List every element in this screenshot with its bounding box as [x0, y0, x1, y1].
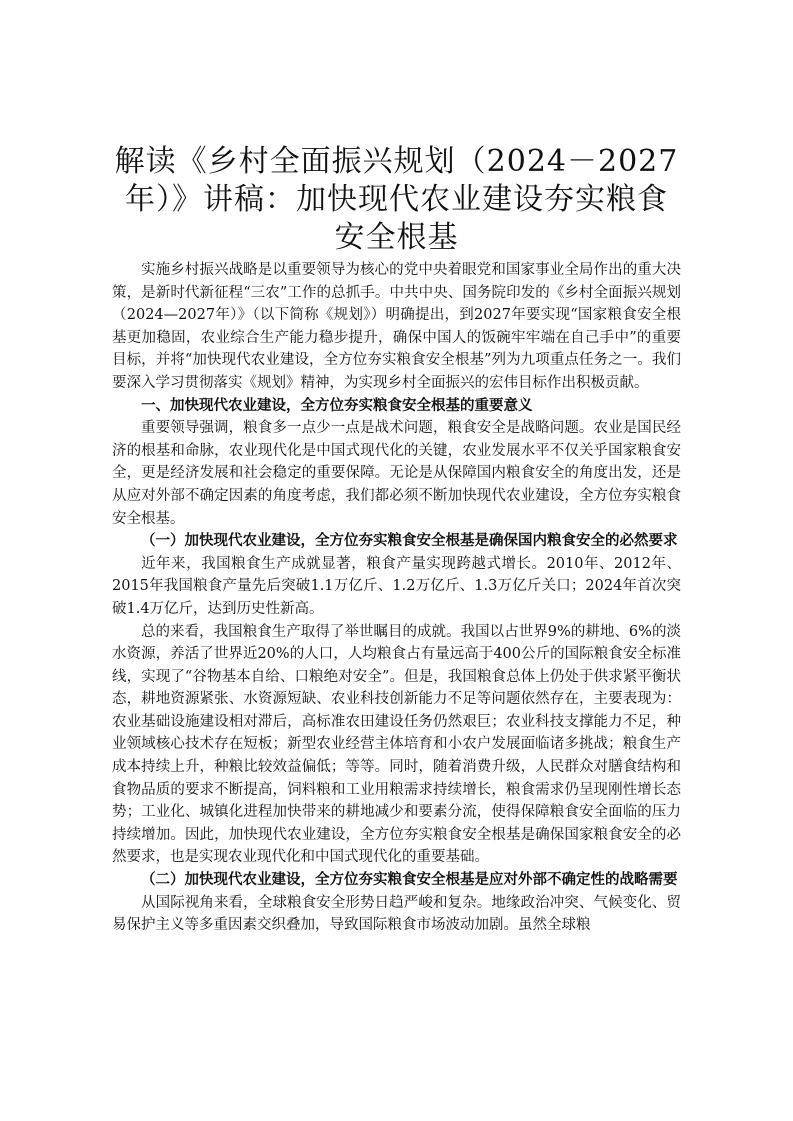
- subsection-1-paragraph-2: 总的来看，我国粮食生产取得了举世瞩目的成就。我国以占世界9%的耕地、6%的淡水资源，养活了世界近20%的人口，人均粮食占有量远高于400公斤的国际粮食安全标准线，实现了“谷物基本自给、口粮绝对安全”。但是，我国粮食总体上仍处于供求紧平衡状态，耕地资源紧张、水资源短缺、农业科技创新能力不足等问题依然存在，主要表现为：农业基础设施建设相对滞后，高标准农田建设任务仍然艰巨；农业科技支撑能力不足，种业领域核心技术存在短板；新型农业经营主体培育和小农户发展面临诸多挑战；粮食生产成本持续上升，种粮比较效益偏低；等等。同时，随着消费升级，人民群众对膳食结构和食物品质的要求不断提高，饲料粮和工业用粮需求持续增长，粮食需求仍呈现刚性增长态势；工业化、城镇化进程加快带来的耕地减少和要素分流，使得保障粮食安全面临的压力持续增加。因此，加快现代农业建设，全方位夯实粮食安全根基是确保国家粮食安全的必然要求，也是实现农业现代化和中国式现代化的重要基础。: [112, 623, 681, 866]
- subsection-2-paragraph-1: 从国际视角来看，全球粮食安全形势日趋严峻和复杂。地缘政治冲突、气候变化、贸易保护主义等多重因素交织叠加，导致国际粮食市场波动加剧。虽然全球粮: [112, 894, 681, 934]
- intro-paragraph: 实施乡村振兴战略是以重要领导为核心的党中央着眼党和国家事业全局作出的重大决策，是新时代新征程“三农”工作的总抓手。中共中央、国务院印发的《乡村全面振兴规划（2024—2027年）》（以下简称《规划》）明确提出，到2027年要实现“国家粮食安全根基更加稳固，农业综合生产能力稳步提升，确保中国人的饭碗牢牢端在自己手中”的重要目标，并将“加快现代农业建设，全方位夯实粮食安全根基”列为九项重点任务之一。我们要深入学习贯彻落实《规划》精神，为实现乡村全面振兴的宏伟目标作出积极贡献。: [112, 262, 681, 391]
- subsection-1-paragraph-1: 近年来，我国粮食生产成就显著，粮食产量实现跨越式增长。2010年、2012年、2015年我国粮食产量先后突破1.1万亿斤、1.2万亿斤、1.3万亿斤关口；2024年首次突破1.4万亿斤，达到历史性新高。: [112, 555, 681, 617]
- subsection-1-heading: （一）加快现代农业建设，全方位夯实粮食安全根基是确保国内粮食安全的必然要求: [141, 533, 678, 550]
- section-1-paragraph: 重要领导强调，粮食多一点少一点是战术问题，粮食安全是战略问题。农业是国民经济的根基和命脉，农业现代化是中国式现代化的关键，农业发展水平不仅关乎国家粮食安全，更是经济发展和社会稳定的重要保障。无论是从保障国内粮食安全的角度出发，还是从应对外部不确定因素的角度考虑，我们都必须不断加快现代农业建设，全方位夯实粮食安全根基。: [112, 420, 681, 527]
- subsection-2-heading: （二）加快现代农业建设，全方位夯实粮食安全根基是应对外部不确定性的战略需要: [141, 872, 678, 889]
- document-title: 解读《乡村全面振兴规划（2024－2027年）》讲稿：加快现代农业建设夯实粮食安全根基: [114, 144, 679, 255]
- section-1-heading: 一、加快现代农业建设，全方位夯实粮食安全根基的重要意义: [141, 397, 533, 414]
